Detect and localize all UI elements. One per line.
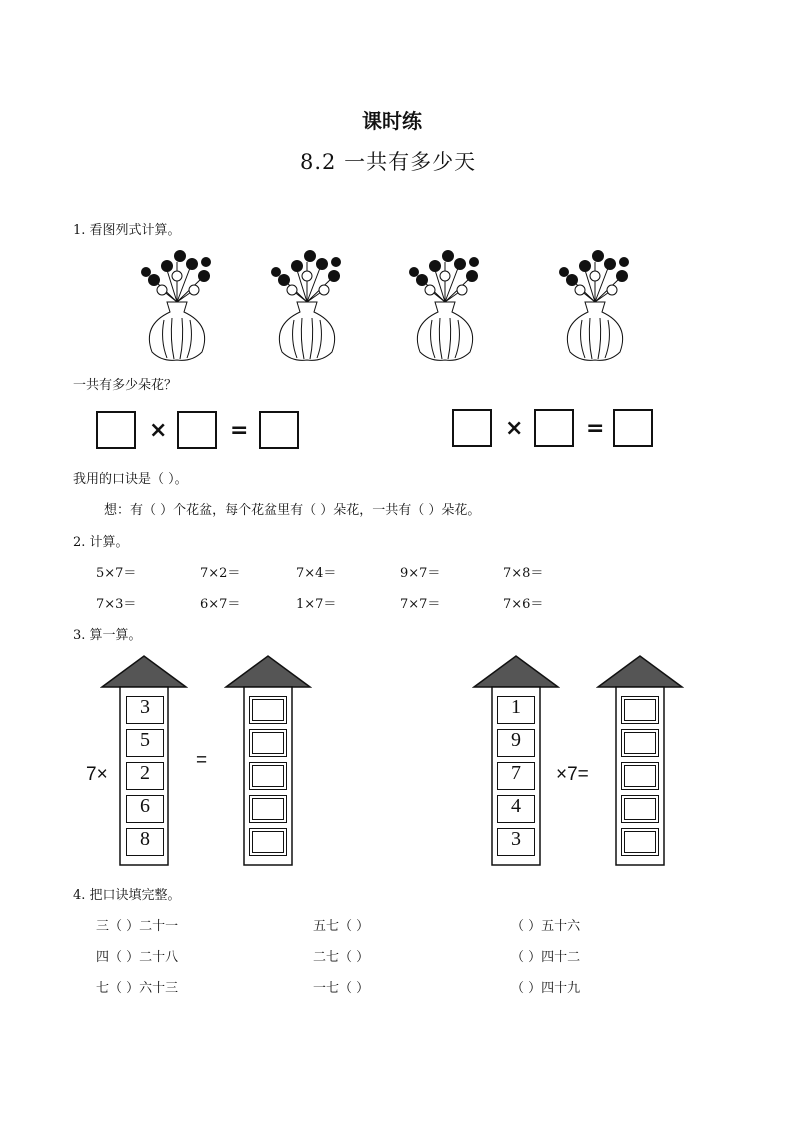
answer-box[interactable]	[177, 411, 217, 449]
equals-sign: =	[230, 418, 249, 443]
answer-box[interactable]	[259, 411, 299, 449]
mnemonic-item: 二七（ ）	[313, 950, 370, 965]
number-cell: 6	[126, 795, 164, 823]
equals-sign: =	[196, 750, 208, 771]
mnemonic-item: 五七（ ）	[313, 919, 370, 934]
number-cell: 2	[126, 762, 164, 790]
answer-box[interactable]	[534, 409, 574, 447]
question-1-prompt: 一共有多少朵花？	[73, 378, 178, 393]
question-2-label: 2. 计算。	[73, 535, 129, 550]
calc-item: 6×7＝	[200, 597, 241, 612]
number-cell: 7	[497, 762, 535, 790]
answer-cell[interactable]	[621, 795, 659, 823]
calc-item: 7×3＝	[96, 597, 137, 612]
think-line: 想：有（ ）个花盆，每个花盆里有（ ）朵花，一共有（ ）朵花。	[104, 503, 481, 518]
flower-vase-image	[400, 240, 490, 365]
question-1-label: 1. 看图列式计算。	[73, 223, 181, 238]
answer-box[interactable]	[452, 409, 492, 447]
number-cell: 1	[497, 696, 535, 724]
calc-item: 7×8＝	[503, 566, 544, 581]
answer-box[interactable]	[613, 409, 653, 447]
flower-vase-image	[262, 240, 352, 365]
answer-cell[interactable]	[249, 795, 287, 823]
mnemonic-line: 我用的口诀是（ ）。	[73, 472, 188, 487]
mnemonic-item: （ ）四十九	[511, 981, 581, 996]
answer-box[interactable]	[96, 411, 136, 449]
equals-sign: =	[586, 416, 605, 441]
answer-cell[interactable]	[249, 828, 287, 856]
answer-cell[interactable]	[249, 729, 287, 757]
calc-item: 5×7＝	[96, 566, 137, 581]
mnemonic-item: （ ）五十六	[511, 919, 581, 934]
number-cell: 4	[497, 795, 535, 823]
number-cell: 3	[497, 828, 535, 856]
mnemonic-item: （ ）四十二	[511, 950, 581, 965]
times-sign: ×	[505, 416, 524, 441]
times-sign: ×	[149, 418, 168, 443]
mnemonic-item: 一七（ ）	[313, 981, 370, 996]
answer-cell[interactable]	[621, 696, 659, 724]
mnemonic-item: 四（ ）二十八	[96, 950, 179, 965]
calc-item: 7×2＝	[200, 566, 241, 581]
number-cell: 3	[126, 696, 164, 724]
answer-cell[interactable]	[621, 729, 659, 757]
lesson-subtitle: 8.2 一共有多少天	[300, 150, 477, 174]
question-4-label: 4. 把口诀填完整。	[73, 888, 181, 903]
flower-vase-image	[550, 240, 640, 365]
question-3-label: 3. 算一算。	[73, 628, 142, 643]
multiplier-label: ×7=	[556, 764, 589, 785]
answer-cell[interactable]	[621, 828, 659, 856]
number-cell: 9	[497, 729, 535, 757]
number-cell: 8	[126, 828, 164, 856]
calc-item: 1×7＝	[296, 597, 337, 612]
mnemonic-item: 七（ ）六十三	[96, 981, 179, 996]
answer-cell[interactable]	[249, 696, 287, 724]
answer-cell[interactable]	[621, 762, 659, 790]
calc-item: 9×7＝	[400, 566, 441, 581]
calc-item: 7×4＝	[296, 566, 337, 581]
page-title: 课时练	[362, 109, 422, 133]
answer-cell[interactable]	[249, 762, 287, 790]
calc-item: 7×6＝	[503, 597, 544, 612]
calc-item: 7×7＝	[400, 597, 441, 612]
multiplier-label: 7×	[86, 764, 108, 785]
number-cell: 5	[126, 729, 164, 757]
flower-vase-image	[132, 240, 222, 365]
mnemonic-item: 三（ ）二十一	[96, 919, 179, 934]
